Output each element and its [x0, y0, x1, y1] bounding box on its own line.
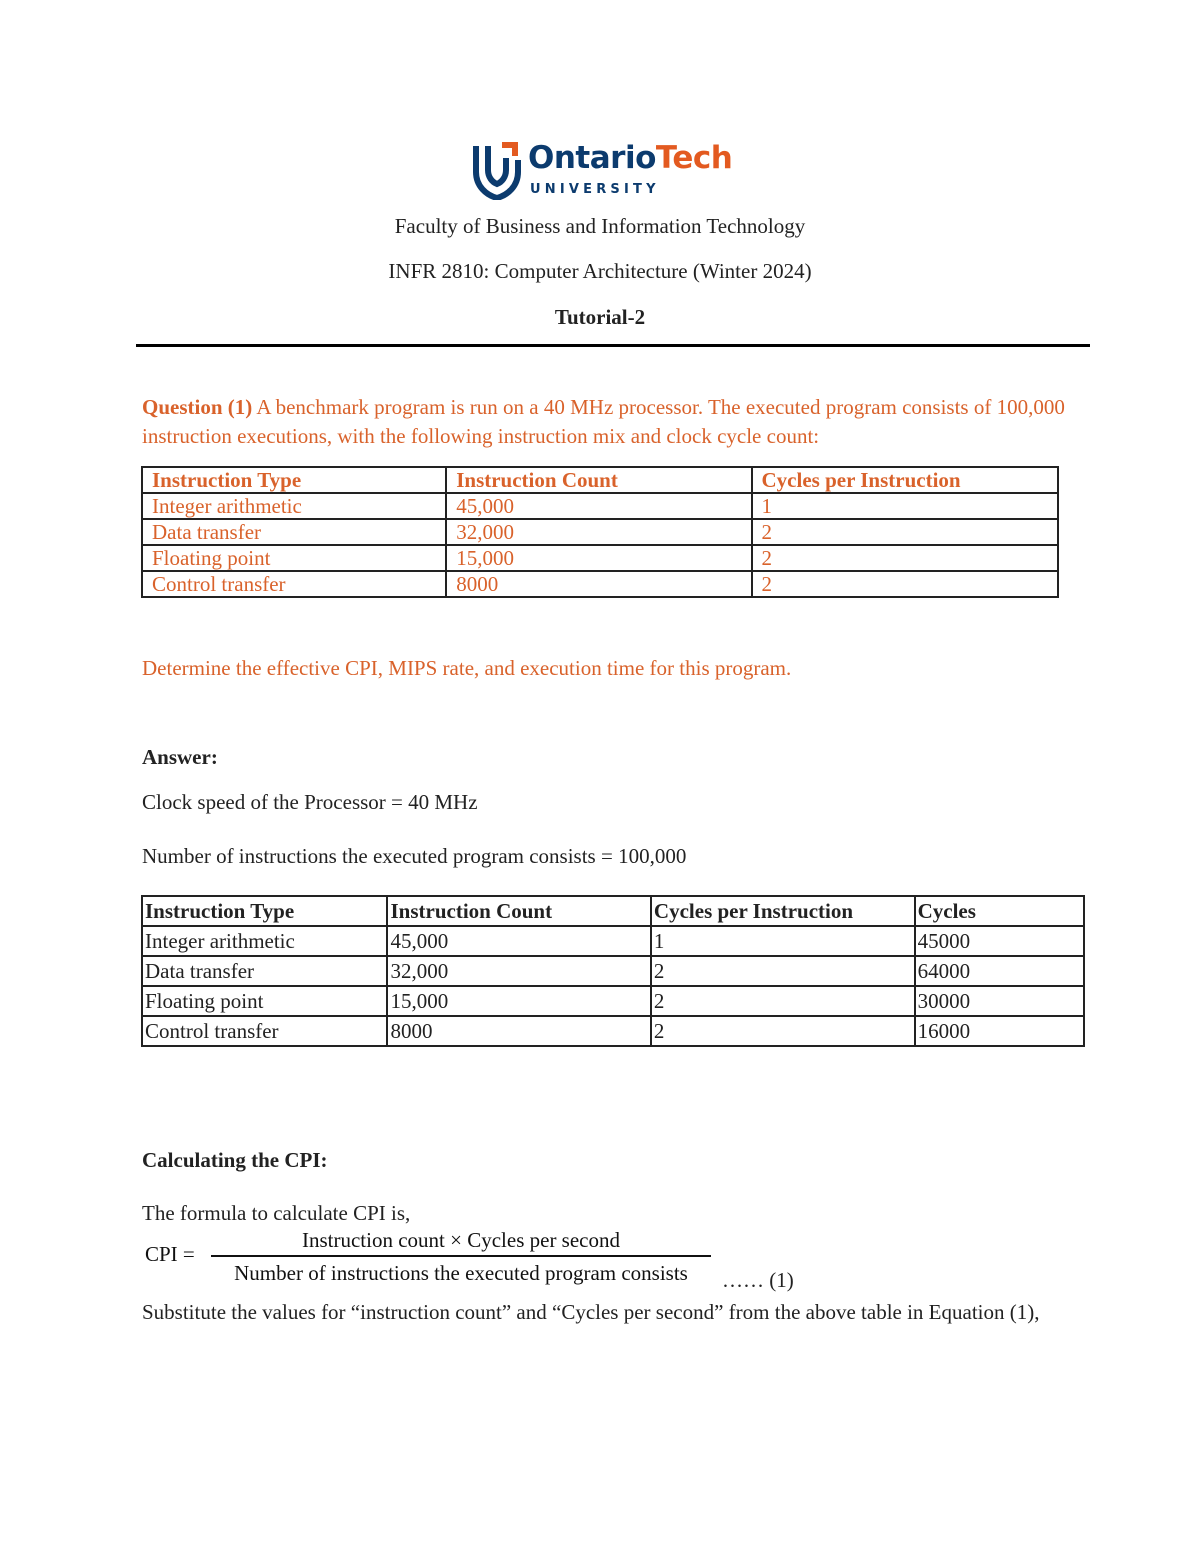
course-title: INFR 2810: Computer Architecture (Winter 2024): [388, 259, 812, 283]
substitute-text: Substitute the values for “instruction count” and “Cycles per second” from the above table in Equation (1),: [142, 1300, 1040, 1324]
equation-number: …… (1): [722, 1268, 794, 1292]
table-cell: Data transfer: [142, 519, 446, 545]
table-row: [142, 926, 1084, 956]
table-row: [142, 1016, 1084, 1046]
title-divider: [136, 344, 1090, 347]
table-cell: 64000: [915, 956, 1084, 986]
question-label: Question (1): [142, 395, 253, 419]
table-cell: 2: [651, 956, 915, 986]
clock-speed-line: Clock speed of the Processor = 40 MHz: [142, 790, 478, 814]
question-body: A benchmark program is run on a 40 MHz processor. The executed program consists of 100,000 instruction executions, with the following instruction mix and clock cycle count:: [142, 395, 1065, 448]
question-prompt: Determine the effective CPI, MIPS rate, and execution time for this program.: [142, 656, 792, 680]
table-cell: 1: [651, 926, 915, 956]
table-cell: 2: [752, 571, 1059, 597]
table-cell: 45,000: [446, 493, 751, 519]
question-table: [141, 466, 1059, 598]
table-header-cell: Instruction Count: [387, 896, 650, 926]
table-cell: 2: [651, 1016, 915, 1046]
table-header-cell: Instruction Type: [142, 896, 387, 926]
table-header-cell: Cycles per Instruction: [651, 896, 915, 926]
table-header-row: [142, 467, 1058, 493]
university-logo: [472, 138, 732, 200]
fraction-bar: [211, 1255, 711, 1257]
table-cell: Integer arithmetic: [142, 926, 387, 956]
cpi-heading: Calculating the CPI:: [142, 1148, 328, 1172]
table-cell: 2: [651, 986, 915, 1016]
table-header-cell: Cycles per Instruction: [752, 467, 1059, 493]
table-cell: 16000: [915, 1016, 1084, 1046]
table-cell: 15,000: [387, 986, 650, 1016]
table-row: [142, 956, 1084, 986]
table-cell: 15,000: [446, 545, 751, 571]
table-cell: Control transfer: [142, 1016, 387, 1046]
logo-wordmark: OntarioTech: [528, 140, 733, 176]
formula-numerator: Instruction count × Cycles per second: [301, 1228, 620, 1252]
table-cell: Data transfer: [142, 956, 387, 986]
table-row: [142, 493, 1058, 519]
answer-heading: Answer:: [142, 745, 218, 769]
table-cell: 2: [752, 519, 1059, 545]
table-cell: 8000: [446, 571, 751, 597]
table-row: [142, 545, 1058, 571]
table-cell: Integer arithmetic: [142, 493, 446, 519]
cpi-formula: [145, 1228, 725, 1288]
table-row: [142, 571, 1058, 597]
table-header-cell: Instruction Type: [142, 467, 446, 493]
table-cell: 32,000: [446, 519, 751, 545]
table-row: [142, 519, 1058, 545]
table-header-row: [142, 896, 1084, 926]
table-row: [142, 986, 1084, 1016]
table-cell: Control transfer: [142, 571, 446, 597]
faculty-name: Faculty of Business and Information Technology: [394, 214, 806, 238]
table-cell: Floating point: [142, 986, 387, 1016]
table-cell: 30000: [915, 986, 1084, 1016]
logo-subtitle: UNIVERSITY: [530, 182, 660, 197]
table-cell: 45,000: [387, 926, 650, 956]
table-cell: 45000: [915, 926, 1084, 956]
question-text: [142, 393, 1072, 451]
table-cell: 1: [752, 493, 1059, 519]
answer-table: [141, 895, 1085, 1047]
formula-intro: The formula to calculate CPI is,: [142, 1201, 411, 1225]
shield-logo-icon: [472, 140, 522, 200]
document-title: Tutorial-2: [554, 305, 646, 329]
table-header-cell: Cycles: [915, 896, 1084, 926]
table-cell: 8000: [387, 1016, 650, 1046]
instruction-count-line: Number of instructions the executed program consists = 100,000: [142, 844, 687, 868]
table-header-cell: Instruction Count: [446, 467, 751, 493]
table-cell: 2: [752, 545, 1059, 571]
table-cell: 32,000: [387, 956, 650, 986]
formula-lhs: CPI =: [145, 1242, 195, 1266]
formula-denominator: Number of instructions the executed program consists: [234, 1261, 688, 1285]
table-cell: Floating point: [142, 545, 446, 571]
